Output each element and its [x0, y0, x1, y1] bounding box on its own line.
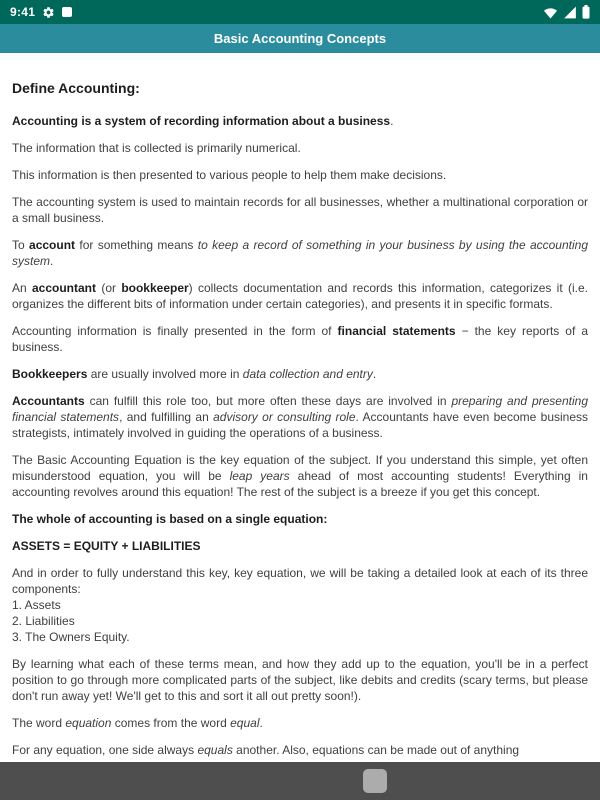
paragraph: The accounting system is used to maintain records for all businesses, whether a multinational corporation or a small business. — [12, 195, 588, 225]
paragraph: Accountants can fulfill this role too, but more often these days are involved in preparing and presenting financial statements, and fulfilling an advisory or consulting role. Accountants have even become business strategists, intimately involved in guiding the operations of a business. — [12, 394, 589, 440]
section-heading: Define Accounting: — [12, 80, 140, 96]
app-notification-icon — [62, 7, 72, 17]
paragraph: This information is then presented to various people to help them make decisions. — [12, 168, 447, 182]
paragraph: The information that is collected is primarily numerical. — [12, 141, 301, 155]
single-equation-heading: The whole of accounting is based on a single equation: — [12, 512, 328, 526]
paragraph: Bookkeepers are usually involved more in data collection and entry. — [12, 367, 377, 381]
app-bar-title: Basic Accounting Concepts — [213, 31, 387, 46]
gear-icon — [42, 6, 55, 19]
document-content[interactable] — [0, 53, 600, 762]
status-right-icons — [543, 5, 590, 19]
recents-square-icon[interactable] — [363, 769, 387, 793]
wifi-icon — [543, 6, 558, 19]
paragraph: Accounting information is finally presented in the form of financial statements − the key reports of a business. — [12, 324, 588, 354]
paragraph: The word equation comes from the word equal. — [12, 716, 263, 730]
paragraph: By learning what each of these terms mean, and how they add up to the equation, you'll be in a perfect position to go through more complicated parts of the subject, like debits and credits (scary terms, but please don't run away yet! We'll get to this and sort it all out pretty soon!). — [12, 657, 588, 703]
paragraph: An accountant (or bookkeeper) collects documentation and records this information, categorizes it (i.e. organizes the different bits of information under certain categories), and presents it in specific formats. — [12, 281, 588, 311]
navigation-bar — [0, 762, 600, 800]
status-time: 9:41 — [10, 5, 36, 19]
paragraph: And in order to fully understand this key, key equation, we will be taking a detailed look at each of its three components: 1. Assets 2. Liabilities 3. The Owners Equity. — [12, 566, 588, 644]
paragraph: The Basic Accounting Equation is the key equation of the subject. If you understand this simple, yet often misunderstood equation, you will be leap years ahead of most accounting students! Everything in accounting revolves around this equation! The rest of the subject is a breeze if you get this concept. — [12, 453, 588, 499]
paragraph: For any equation, one side always equals another. Also, equations can be made out of anything — [12, 743, 520, 757]
status-bar — [0, 0, 600, 24]
accounting-equation: ASSETS = EQUITY + LIABILITIES — [12, 539, 201, 553]
app-bar — [0, 24, 600, 53]
paragraph: To account for something means to keep a record of something in your business by using the accounting system. — [12, 238, 588, 268]
cell-signal-icon — [563, 6, 577, 19]
battery-icon — [582, 5, 590, 19]
paragraph: Accounting is a system of recording information about a business. — [12, 114, 394, 128]
